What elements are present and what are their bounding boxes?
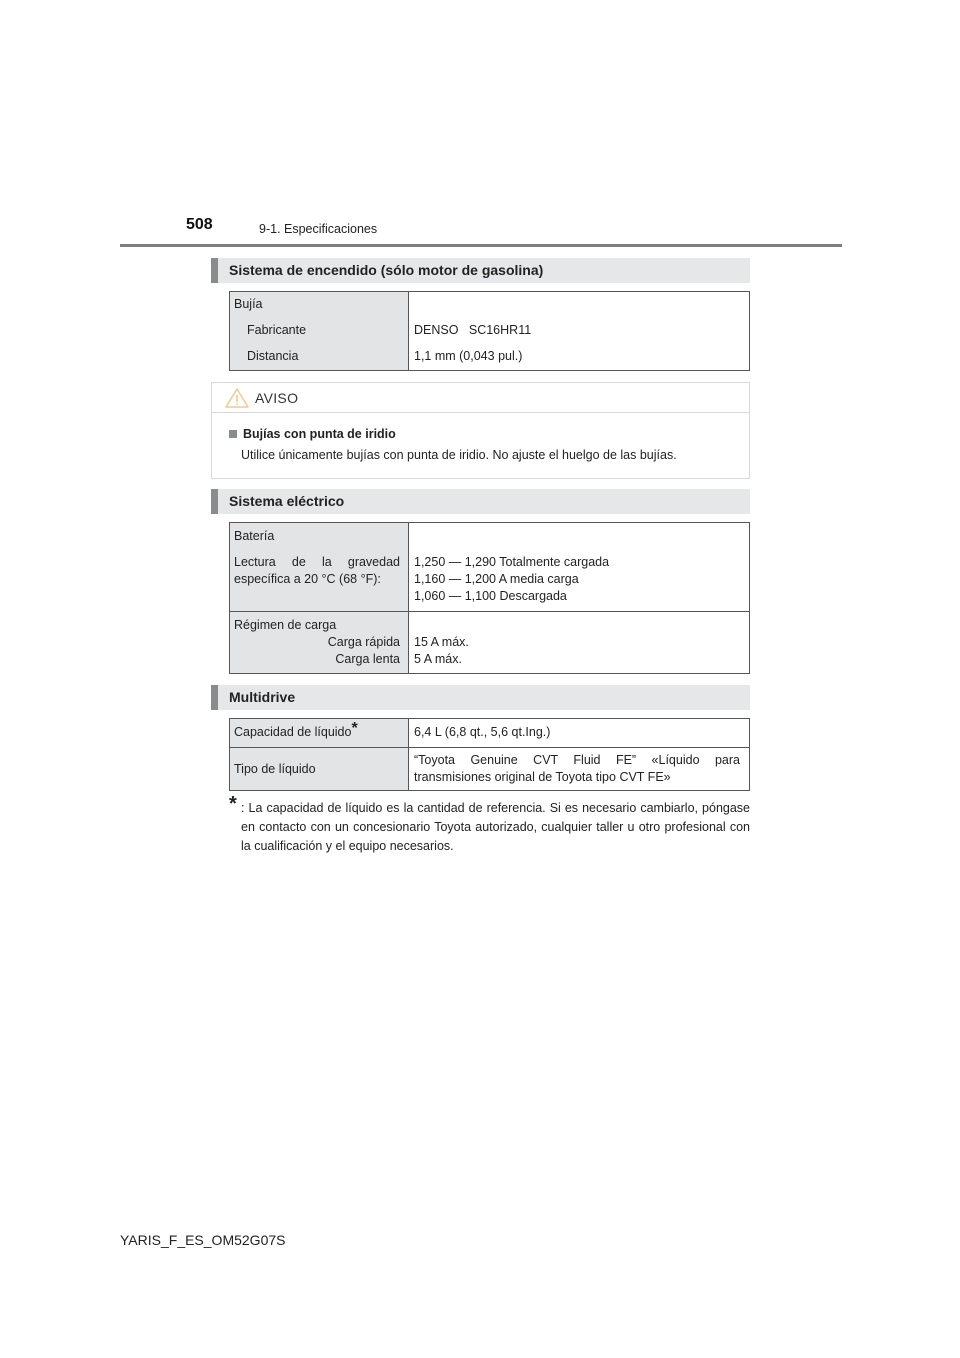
- gravity-label-line-1: Lectura de la gravedad: [234, 555, 400, 569]
- fluid-capacity-label: [230, 720, 408, 741]
- spark-plug-label: Bujía: [234, 297, 263, 311]
- capacity-label-cell: [230, 719, 409, 748]
- battery-value-cell: [409, 523, 750, 612]
- footnote-star: *: [229, 793, 237, 815]
- notice-item-heading: [229, 427, 396, 441]
- notice-box: [211, 382, 750, 479]
- fluid-type-value-line-1: “Toyota Genuine CVT Fluid FE” «Líquido para: [414, 753, 740, 767]
- gap-value: 1,1 mm (0,043 pul.): [414, 349, 523, 363]
- footnote-text: : La capacidad de líquido es la cantidad de referencia. Si es necesario cambiarlo, póngase en contacto con un concesionario Toyota autorizado, cualquier taller u otro profesional con la cualificación y el equipo necesarios.: [241, 801, 750, 853]
- gravity-value-full: 1,250 — 1,290 Totalmente cargada: [414, 555, 610, 569]
- ignition-spec-table: [229, 291, 750, 371]
- electrical-spec-table: [229, 522, 750, 674]
- footnote-asterisk: *: [351, 720, 358, 737]
- fluid-type-value-line-2: transmisiones original de Toyota tipo CVT FE»: [414, 770, 671, 784]
- multidrive-spec-table: [229, 718, 750, 791]
- fluid-capacity-label-text: Capacidad de líquido: [234, 725, 352, 739]
- battery-label: Batería: [234, 529, 275, 543]
- gravity-label-line-2: específica a 20 °C (68 °F):: [234, 572, 381, 586]
- ignition-value-cell: [409, 292, 750, 371]
- fast-charge-value: 15 A máx.: [414, 635, 469, 649]
- document-code: YARIS_F_ES_OM52G07S: [120, 1232, 286, 1248]
- battery-label-cell: [230, 523, 409, 612]
- slow-charge-label: Carga lenta: [335, 652, 400, 666]
- square-bullet-icon: [229, 430, 237, 438]
- charge-value-cell: [409, 612, 750, 674]
- fluid-capacity-value: 6,4 L (6,8 qt., 5,6 qt.Ing.): [414, 725, 551, 739]
- footnote: [229, 793, 750, 856]
- manufacturer-value: DENSO SC16HR11: [414, 323, 532, 337]
- fluid-type-label-cell: [230, 748, 409, 791]
- fluid-type-value-cell: [409, 748, 750, 791]
- notice-header: [212, 383, 749, 413]
- section-heading-multidrive: Multidrive: [211, 685, 750, 710]
- header-divider: [120, 244, 842, 247]
- charge-rate-label: Régimen de carga: [234, 618, 337, 632]
- notice-item-text: Utilice únicamente bujías con punta de iridio. No ajuste el huelgo de las bujías.: [241, 448, 677, 462]
- gravity-value-discharged: 1,060 — 1,100 Descargada: [414, 589, 567, 603]
- warning-icon: [225, 388, 249, 413]
- section-heading-electrical: Sistema eléctrico: [211, 489, 750, 514]
- charge-label-cell: [230, 612, 409, 674]
- ignition-label-cell: [230, 292, 409, 371]
- gap-label: Distancia: [247, 349, 299, 363]
- section-heading-ignition: Sistema de encendido (sólo motor de gasolina): [211, 258, 750, 283]
- manufacturer-label: Fabricante: [247, 323, 307, 337]
- notice-title: AVISO: [255, 390, 299, 406]
- notice-item-title: Bujías con punta de iridio: [243, 427, 396, 441]
- page-number: 508: [186, 216, 213, 233]
- capacity-value-cell: [409, 719, 750, 748]
- gravity-value-half: 1,160 — 1,200 A media carga: [414, 572, 579, 586]
- section-label: 9-1. Especificaciones: [259, 222, 378, 236]
- fast-charge-label: Carga rápida: [327, 635, 400, 649]
- slow-charge-value: 5 A máx.: [414, 652, 462, 666]
- fluid-type-label: Tipo de líquido: [234, 761, 316, 776]
